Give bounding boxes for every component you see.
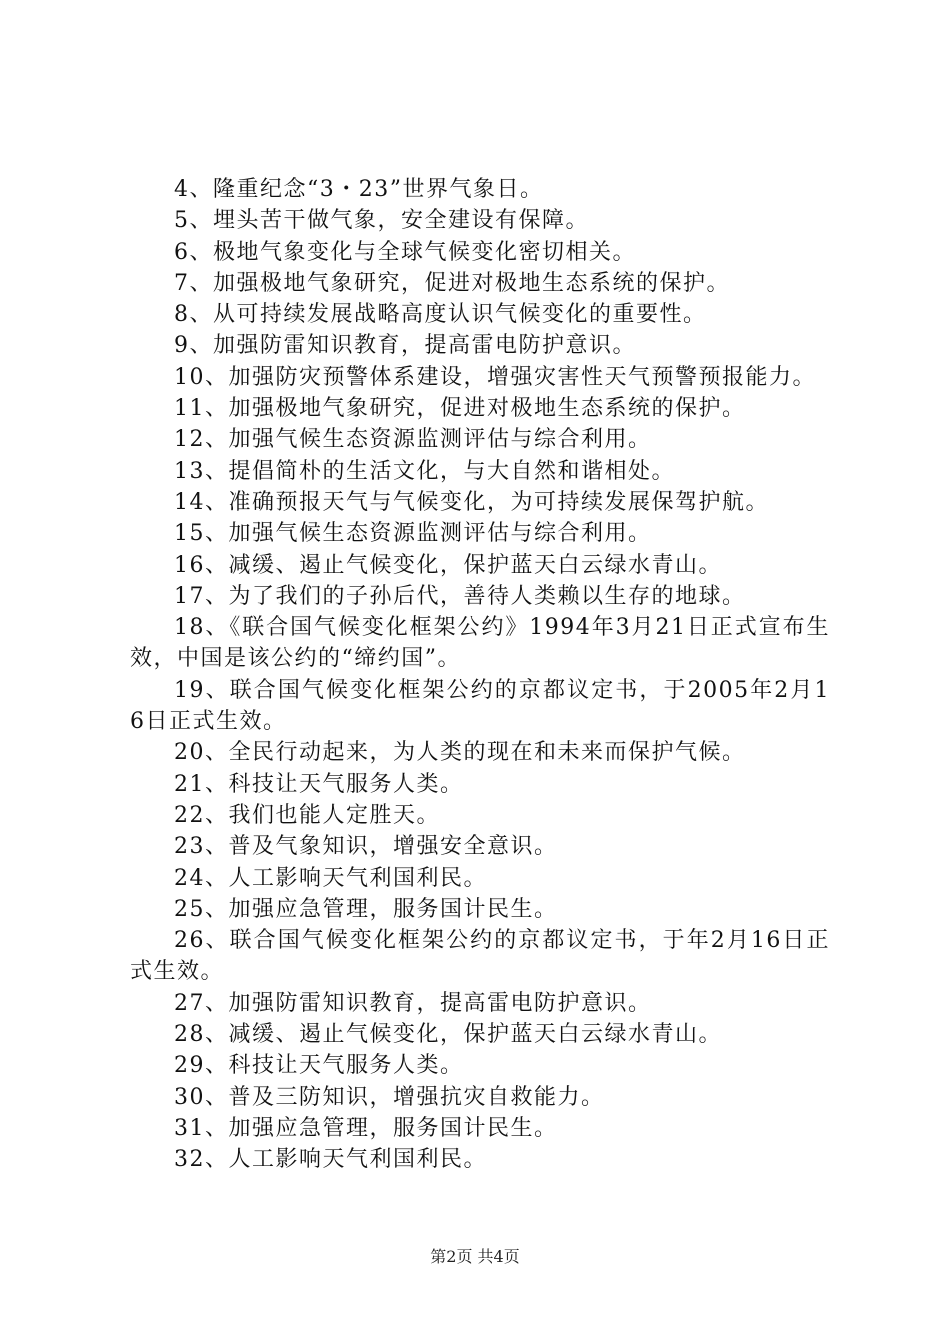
list-item: 17、为了我们的子孙后代，善待人类赖以生存的地球。 [174, 583, 746, 609]
list-item: 27、加强防雷知识教育，提高雷电防护意识。 [174, 990, 652, 1016]
list-item: 9、加强防雷知识教育，提高雷电防护意识。 [174, 333, 636, 359]
list-item: 10、加强防灾预警体系建设，增强灾害性天气预警预报能力。 [174, 364, 816, 390]
list-item: 31、加强应急管理，服务国计民生。 [174, 1115, 558, 1141]
list-item: 24、人工影响天气利国利民。 [174, 865, 487, 891]
list-item: 29、科技让天气服务人类。 [174, 1053, 464, 1079]
list-item: 22、我们也能人定胜天。 [174, 802, 440, 828]
list-item: 23、普及气象知识，增强安全意识。 [174, 834, 558, 860]
list-item: 13、提倡简朴的生活文化，与大自然和谐相处。 [174, 458, 675, 484]
list-item: 11、加强极地气象研究，促进对极地生态系统的保护。 [174, 396, 746, 422]
list-item: 19、联合国气候变化框架公约的京都议定书，于2005年2月16日正式生效。 [130, 677, 830, 735]
list-item: 4、隆重纪念“3・23”世界气象日。 [174, 177, 544, 202]
list-item: 5、埋头苦干做气象，安全建设有保障。 [174, 208, 589, 234]
list-item: 18、《联合国气候变化框架公约》1994年3月21日正式宣布生效，中国是该公约的“缔约国”。 [130, 615, 830, 672]
list-item: 12、加强气候生态资源监测评估与综合利用。 [174, 427, 652, 453]
list-item: 26、联合国气候变化框架公约的京都议定书，于年2月16日正式生效。 [130, 928, 830, 985]
list-item: 7、加强极地气象研究，促进对极地生态系统的保护。 [174, 270, 730, 296]
list-item: 21、科技让天气服务人类。 [174, 771, 464, 797]
list-item: 16、减缓、遏止气候变化，保护蓝天白云绿水青山。 [174, 552, 722, 578]
page-footer: 第2页 共4页 [430, 1247, 520, 1266]
slogan-list [130, 174, 830, 1176]
list-item: 14、准确预报天气与气候变化，为可持续发展保驾护航。 [174, 489, 769, 515]
list-item: 32、人工影响天气利国利民。 [174, 1147, 487, 1173]
list-item: 30、普及三防知识，增强抗灾自救能力。 [174, 1084, 605, 1110]
list-item: 25、加强应急管理，服务国计民生。 [174, 896, 558, 922]
list-item: 28、减缓、遏止气候变化，保护蓝天白云绿水青山。 [174, 1022, 722, 1048]
list-item: 20、全民行动起来，为人类的现在和未来而保护气候。 [174, 740, 746, 766]
list-item: 15、加强气候生态资源监测评估与综合利用。 [174, 521, 652, 547]
list-item: 8、从可持续发展战略高度认识气候变化的重要性。 [174, 302, 707, 328]
list-item: 6、极地气象变化与全球气候变化密切相关。 [174, 239, 636, 265]
